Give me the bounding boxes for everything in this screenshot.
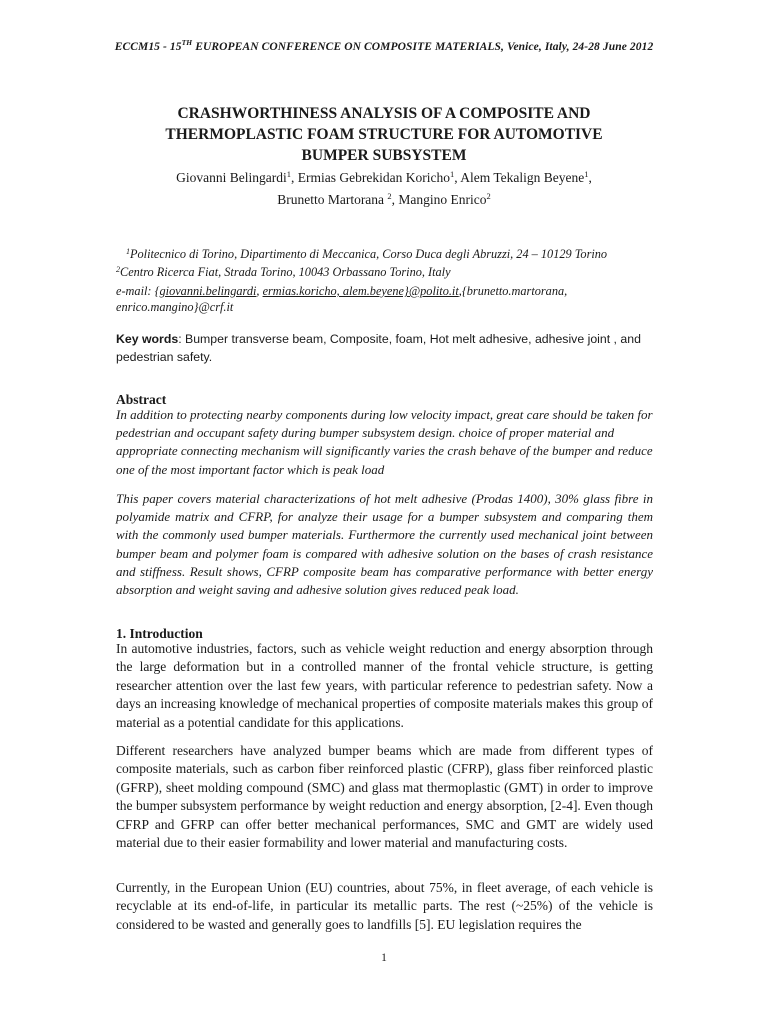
author-list: [60, 165, 708, 209]
abstract-paragraph-1: In addition to protecting nearby components during low velocity impact, great care should be taken for pedestrian and occupant safety during bumper subsystem design. choice of proper material and appropriate connecting mechanism will significantly varies the crash behave of the bumper and reduce one of the most important factor which is peak load: [116, 407, 653, 477]
authors-line-2: Brunetto Martorana $^2$, Mangino Enrico$^2$: [277, 191, 491, 207]
introduction-heading: 1. Introduction: [116, 626, 203, 641]
authors-line-1: Giovanni Belingardi$^1$, Ermias Gebrekidan Koricho$^1$, Alem Tekalign Beyene$^1$,: [176, 169, 592, 185]
title-line-2: THERMOPLASTIC FOAM STRUCTURE FOR AUTOMOTIVE: [165, 126, 603, 143]
introduction-paragraph-2: Different researchers have analyzed bumper beams which are made from different types of composite materials, such as carbon fiber reinforced plastic (CFRP), glass fiber reinforced plastic (GFRP), sheet molding compound (SMC) and glass mat thermoplastic (GMT) in order to improve the bumper subsystem performance by weight reduction and energy absorption, [2-4]. Even though CFRP and GFRP can offer better mechanical performances, SMC and GMT are widely used material due to their easier formability and lower material and manufacturing costs.: [116, 743, 653, 851]
introduction-paragraph-1: In automotive industries, factors, such as vehicle weight reduction and energy absorption through the large deformation but in a controlled manner of the frontal vehicle structure, is getting researcher attention over the last few years, with particular reference to pedestrian safety. Now a days an increasing knowledge of mechanical properties of composite materials makes this group of material as a potential candidate for this applications.: [116, 641, 653, 730]
page-number: 1: [381, 952, 387, 964]
title-line-1: CRASHWORTHINESS ANALYSIS OF A COMPOSITE AND: [177, 105, 591, 122]
keywords-text: : Bumper transverse beam, Composite, foam, Hot melt adhesive, adhesive joint , and pedestrian safety.: [116, 332, 641, 364]
title-line-3: BUMPER SUBSYSTEM: [301, 147, 467, 164]
email-line-1: e-mail: {giovanni.belingardi, ermias.koricho, alem.beyene}@polito.it,{brunetto.martorana,: [116, 284, 568, 298]
affiliation-1: $^1$Politecnico di Torino, Dipartimento di Meccanica, Corso Duca degli Abruzzi, 24 – 10129 Torino: [126, 247, 608, 261]
keywords-label: Key words: [116, 332, 179, 346]
keywords: [116, 330, 656, 366]
paper-title: [90, 103, 678, 166]
email-line-2: enrico.mangino}@crf.it: [116, 300, 234, 314]
affiliation-2: $^2$Centro Ricerca Fiat, Strada Torino, 10043 Orbassano Torino, Italy: [116, 265, 451, 279]
running-header: ECCM15 - 15TH EUROPEAN CONFERENCE ON COMPOSITE MATERIALS, Venice, Italy, 24-28 June 2012: [114, 38, 654, 53]
abstract-heading: Abstract: [116, 392, 167, 407]
introduction-paragraph-3: Currently, in the European Union (EU) countries, about 75%, in fleet average, of each vehicle is recyclable at its end-of-life, in particular its metallic parts. The rest (~25%) of the vehicle is considered to be wasted and generally goes to landfills [5]. EU legislation requires the: [116, 880, 653, 932]
email-link-1[interactable]: giovanni.belingardi: [159, 284, 257, 298]
abstract-paragraph-2: This paper covers material characterizations of hot melt adhesive (Prodas 1400), 30% glass fibre in polyamide matrix and CFRP, for analyze their usage for a bumper subsystem and comparing them with the commonly used bumper materials. Furthermore the currently used mechanical joint between bumper beam and polymer foam is compared with adhesive solution on the bases of crash resistance and stiffness. Result shows, CFRP composite beam has comparative performance with better energy absorption and weight saving and adhesive solution gives reduced peak load.: [116, 491, 653, 598]
affiliations: [116, 244, 716, 280]
email-contact: [116, 283, 676, 315]
email-link-2[interactable]: ermias.koricho, alem.beyene}@polito.it: [262, 284, 459, 298]
